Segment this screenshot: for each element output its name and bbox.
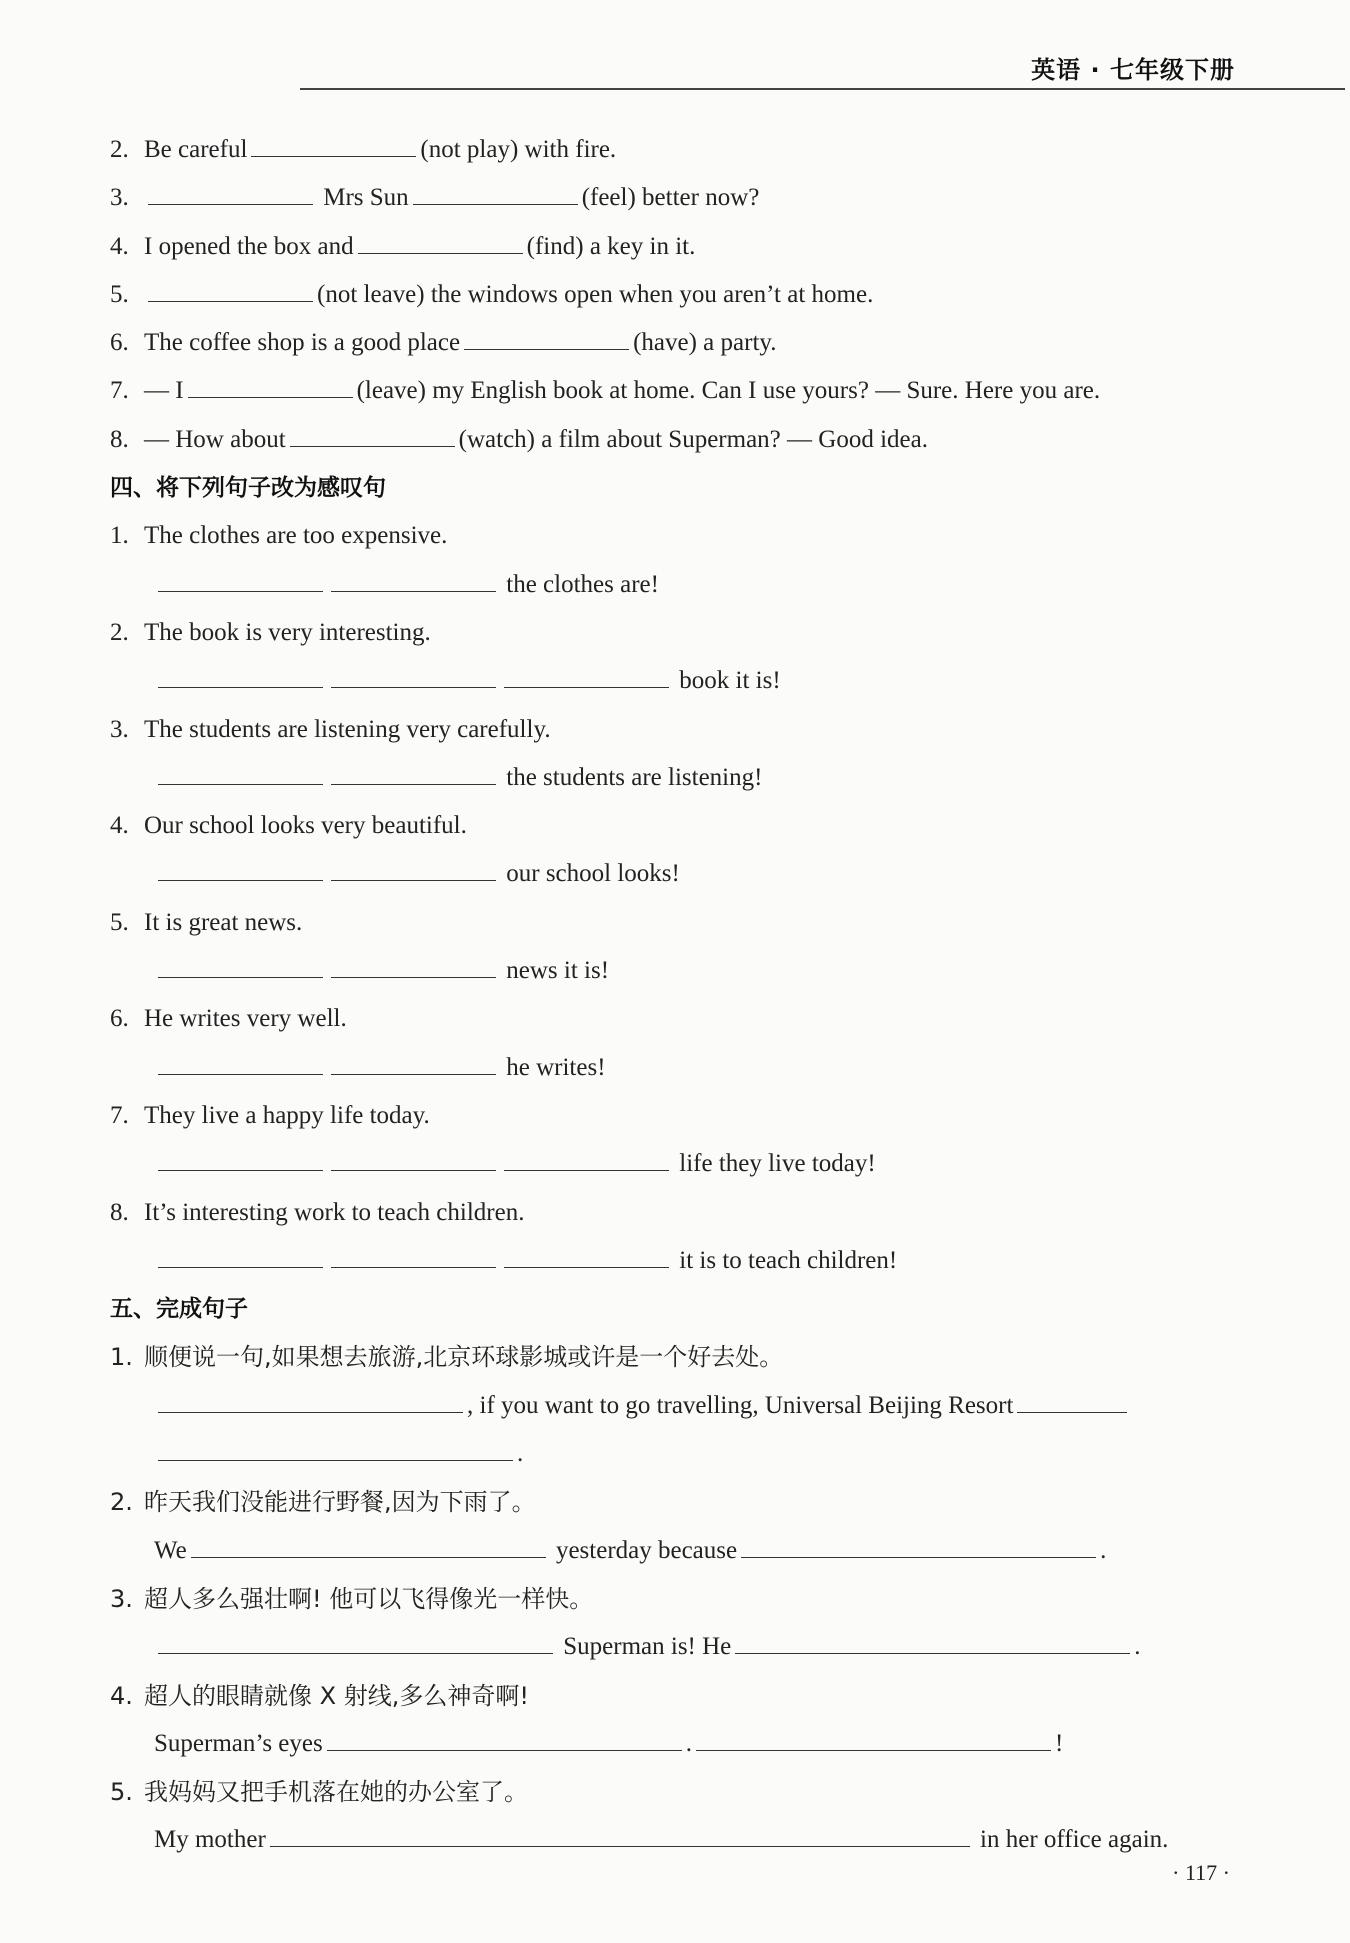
answer-blank[interactable] <box>158 1148 323 1171</box>
answer-blank[interactable] <box>158 858 323 881</box>
question-5-1: 1. 顺便说一句,如果想去旅游,北京环球影城或许是一个好去处。 <box>110 1343 784 1372</box>
question-5-4: 4. 超人的眼睛就像 X 射线,多么神奇啊! <box>110 1681 529 1710</box>
answer-5-1: , if you want to go travelling, Universal Beijing Resort <box>110 1382 1280 1430</box>
question-4-8: 8. It’s interesting work to teach children. <box>110 1198 525 1226</box>
question-4-3: 3. The students are listening very carefully. <box>110 715 551 743</box>
answer-4-1: the clothes are! <box>110 561 1280 609</box>
answer-blank[interactable] <box>158 1052 323 1075</box>
question-3-4: 4. I opened the box and (find) a key in it. <box>110 232 696 260</box>
answer-blank[interactable] <box>148 279 313 302</box>
answer-blank[interactable] <box>504 665 669 688</box>
answer-4-4: our school looks! <box>110 850 1280 898</box>
answer-blank[interactable] <box>158 665 323 688</box>
answer-blank[interactable] <box>158 1438 513 1461</box>
answer-blank[interactable] <box>290 424 455 447</box>
answer-blank[interactable] <box>270 1824 970 1847</box>
question-5-2: 2. 昨天我们没能进行野餐,因为下雨了。 <box>110 1488 536 1517</box>
answer-blank[interactable] <box>331 1148 496 1171</box>
answer-blank[interactable] <box>413 182 578 205</box>
question-4-5: 5. It is great news. <box>110 908 303 936</box>
question-5-5: 5. 我妈妈又把手机落在她的办公室了。 <box>110 1778 528 1807</box>
question-3-6: 6. The coffee shop is a good place (have) a party. <box>110 329 777 357</box>
answer-blank[interactable] <box>504 1148 669 1171</box>
section-title: 五、完成句子 <box>110 1296 248 1323</box>
answer-blank[interactable] <box>158 1631 553 1654</box>
answer-blank[interactable] <box>741 1535 1096 1558</box>
answer-blank[interactable] <box>191 1535 546 1558</box>
answer-5-2: We yesterday because . <box>154 1536 1107 1564</box>
answer-blank[interactable] <box>331 1245 496 1268</box>
answer-blank[interactable] <box>188 375 353 398</box>
question-4-7: 7. They live a happy life today. <box>110 1101 430 1129</box>
question-4-2: 2. The book is very interesting. <box>110 618 431 646</box>
answer-blank[interactable] <box>331 665 496 688</box>
answer-4-2: book it is! <box>110 657 1280 705</box>
header-title: 英语 · 七年级下册 <box>1031 56 1235 84</box>
answer-blank[interactable] <box>158 955 323 978</box>
question-4-1: 1. The clothes are too expensive. <box>110 522 448 550</box>
answer-blank[interactable] <box>331 762 496 785</box>
answer-blank[interactable] <box>735 1631 1130 1654</box>
page-number: · 117 · <box>1172 1860 1230 1885</box>
question-3-7: 7. — I (leave) my English book at home. Can I use yours? — Sure. Here you are. <box>110 377 1101 405</box>
header-rule <box>300 88 1345 90</box>
answer-4-8: it is to teach children! <box>110 1237 1280 1285</box>
answer-4-3: the students are listening! <box>110 754 1280 802</box>
question-4-6: 6. He writes very well. <box>110 1005 347 1033</box>
answer-blank[interactable] <box>331 1052 496 1075</box>
answer-blank[interactable] <box>358 231 523 254</box>
answer-blank[interactable] <box>148 182 313 205</box>
answer-blank[interactable] <box>464 327 629 350</box>
question-3-2: 2. Be careful (not play) with fire. <box>110 136 617 163</box>
answer-blank[interactable] <box>1017 1390 1127 1413</box>
answer-blank[interactable] <box>696 1728 1051 1751</box>
answer-5-1-cont: . <box>110 1430 1280 1478</box>
answer-5-4: Superman’s eyes . ! <box>154 1729 1064 1757</box>
answer-5-5: My mother in her office again. <box>154 1826 1169 1854</box>
question-3-5: 5. (not leave) the windows open when you aren’t at home. <box>110 280 874 308</box>
answer-blank[interactable] <box>158 1390 463 1413</box>
answer-blank[interactable] <box>158 569 323 592</box>
question-5-3: 3. 超人多么强壮啊! 他可以飞得像光一样快。 <box>110 1584 594 1613</box>
question-3-3: 3. Mrs Sun (feel) better now? <box>110 184 760 212</box>
page-content <box>110 126 1280 1865</box>
answer-4-6: he writes! <box>110 1044 1280 1092</box>
answer-blank[interactable] <box>327 1728 682 1751</box>
answer-blank[interactable] <box>331 955 496 978</box>
question-4-4: 4. Our school looks very beautiful. <box>110 812 467 840</box>
answer-blank[interactable] <box>251 134 416 157</box>
answer-blank[interactable] <box>331 569 496 592</box>
section-title: 四、将下列句子改为感叹句 <box>110 475 386 502</box>
answer-blank[interactable] <box>158 1245 323 1268</box>
question-3-8: 8. — How about (watch) a film about Superman? — Good idea. <box>110 425 928 453</box>
answer-5-3: Superman is! He . <box>110 1623 1280 1671</box>
answer-blank[interactable] <box>504 1245 669 1268</box>
answer-4-5: news it is! <box>110 947 1280 995</box>
answer-blank[interactable] <box>158 762 323 785</box>
answer-blank[interactable] <box>331 858 496 881</box>
answer-4-7: life they live today! <box>110 1140 1280 1188</box>
